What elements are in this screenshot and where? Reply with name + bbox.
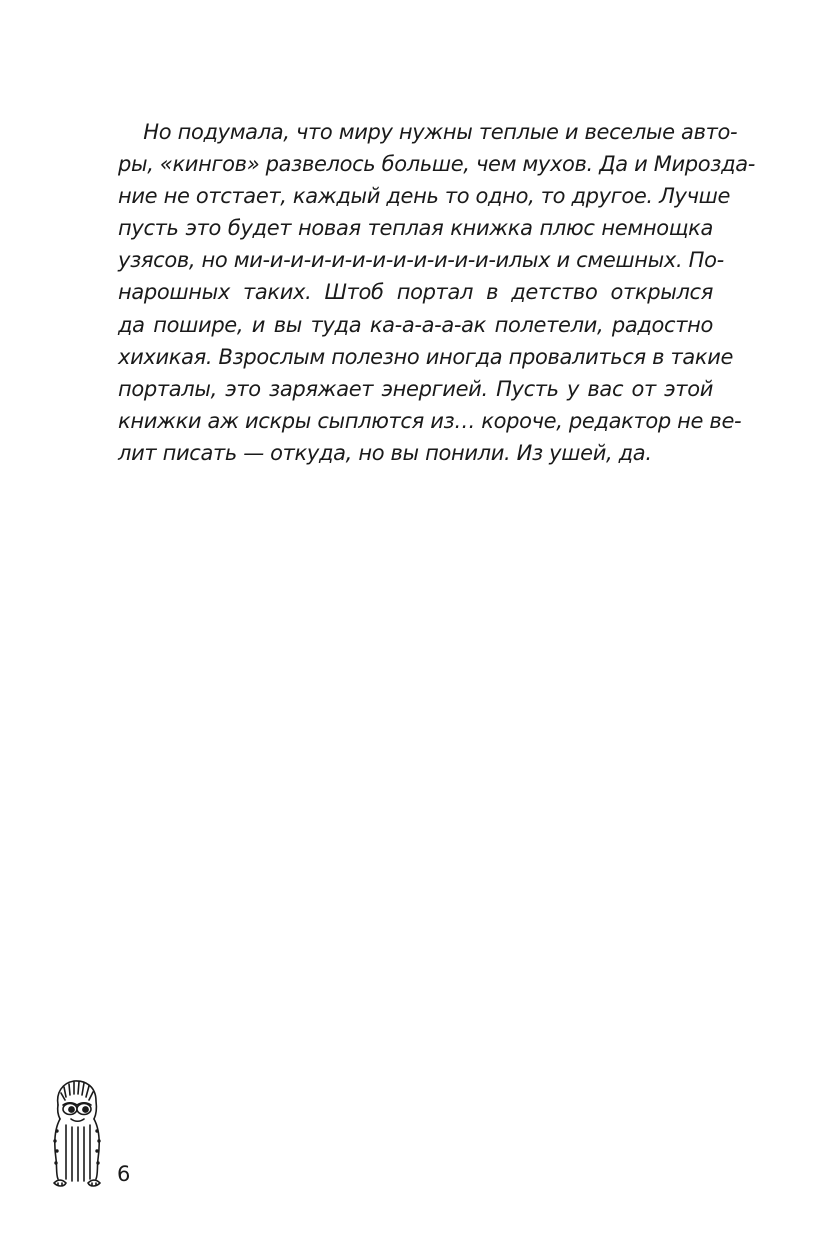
page-number: 6: [117, 1162, 131, 1186]
text-line: хихикая. Взрослым полезно иногда провалиться в такие: [118, 344, 734, 369]
text-line: пусть это будет новая теплая книжка плюс немнощка: [118, 216, 713, 241]
text-line: книжки аж искры сыплются из… короче, редактор не ве-: [118, 408, 742, 433]
text-line: узясов, но ми-и-и-и-и-и-и-и-и-и-и-и-илых и смешных. По-: [118, 248, 724, 273]
text-line: порталы, это заряжает энергией. Пусть у вас от этой: [118, 376, 713, 401]
text-line: ры, «кингов» развелось больше, чем мухов. Да и Мирозда-: [118, 152, 756, 177]
body-paragraph: [118, 116, 756, 469]
text-line: ние не отстает, каждый день то одно, то другое. Лучше: [118, 184, 731, 209]
text-line: лит писать — откуда, но вы понили. Из ушей, да.: [118, 440, 652, 465]
fuzzy-creature-icon: [44, 1075, 108, 1195]
text-line: Но подумала, что миру нужны теплые и веселые авто-: [118, 120, 738, 144]
text-line: да пошире, и вы туда ка-а-а-а-ак полетели, радостно: [118, 312, 713, 337]
text-line: нарошных таких. Штоб портал в детство открылся: [118, 280, 713, 305]
